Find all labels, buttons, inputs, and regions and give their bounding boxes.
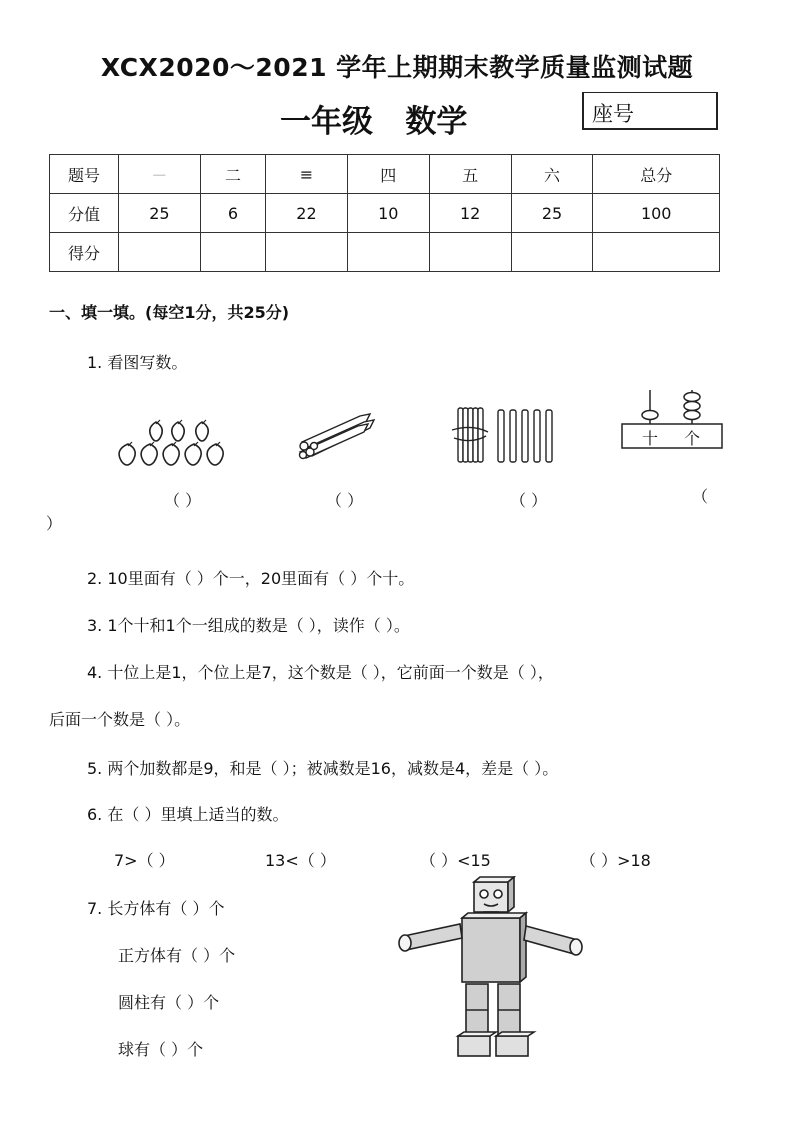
grade-subject: 一年级 数学 bbox=[280, 104, 468, 140]
table-cell: 22 bbox=[266, 194, 348, 233]
table-cell: 六 bbox=[511, 155, 593, 194]
table-cell: 总分 bbox=[593, 155, 720, 194]
score-input-cell[interactable] bbox=[347, 233, 429, 272]
abacus-frame-icon bbox=[620, 388, 724, 450]
table-row bbox=[50, 233, 720, 272]
table-row bbox=[50, 194, 720, 233]
ones-label: 个 bbox=[684, 429, 701, 448]
question-2: 2. 10里面有（ ）个一，20里面有（ ）个十。 bbox=[87, 569, 415, 588]
robot-shapes-illustration bbox=[392, 876, 586, 1062]
seat-label: 座号 bbox=[592, 102, 634, 126]
question-4: 4. 十位上是1，个位上是7，这个数是（ ），它前面一个数是（ ）， bbox=[87, 663, 554, 682]
pencils-illustration bbox=[296, 412, 378, 460]
abacus-illustration bbox=[620, 388, 724, 450]
table-cell: 得分 bbox=[50, 233, 119, 272]
compare-item: （ ）>18 bbox=[580, 851, 651, 870]
question-3: 3. 1个十和1个一组成的数是（ ），读作（ ）。 bbox=[87, 616, 410, 635]
compare-item: 13<（ ） bbox=[265, 851, 336, 870]
table-cell: 25 bbox=[119, 194, 201, 233]
table-cell: 分值 bbox=[50, 194, 119, 233]
answer-blank[interactable]: （ ） bbox=[326, 491, 364, 510]
score-input-cell[interactable] bbox=[429, 233, 511, 272]
compare-item: （ ）<15 bbox=[420, 851, 491, 870]
table-cell: 6 bbox=[200, 194, 265, 233]
compare-item: 7>（ ） bbox=[114, 851, 175, 870]
score-input-cell[interactable] bbox=[593, 233, 720, 272]
question-1-text: 1. 看图写数。 bbox=[87, 353, 188, 372]
table-cell: 25 bbox=[511, 194, 593, 233]
tens-label: 十 bbox=[642, 429, 659, 448]
score-input-cell[interactable] bbox=[511, 233, 593, 272]
question-7-cuboid: 7. 长方体有（ ）个 bbox=[87, 899, 225, 918]
score-input-cell[interactable] bbox=[119, 233, 201, 272]
sticks-illustration bbox=[448, 404, 556, 466]
table-cell: ≡ bbox=[266, 155, 348, 194]
question-6: 6. 在（ ）里填上适当的数。 bbox=[87, 805, 289, 824]
table-cell: 题号 bbox=[50, 155, 119, 194]
answer-blank-open[interactable]: （ bbox=[692, 487, 709, 506]
table-cell: 五 bbox=[429, 155, 511, 194]
section-heading: 一、填一填。(每空1分，共25分) bbox=[49, 303, 290, 322]
answer-blank[interactable]: （ ） bbox=[510, 491, 548, 510]
table-cell: － bbox=[119, 155, 201, 194]
question-4-continued: 后面一个数是（ ）。 bbox=[49, 710, 191, 729]
peaches-illustration bbox=[112, 412, 230, 470]
table-cell: 100 bbox=[593, 194, 720, 233]
table-cell: 二 bbox=[200, 155, 265, 194]
table-cell: 12 bbox=[429, 194, 511, 233]
question-7-cylinder: 圆柱有（ ）个 bbox=[118, 993, 220, 1012]
exam-title: XCX2020～2021 学年上期期末教学质量监测试题 bbox=[100, 53, 694, 82]
score-table bbox=[49, 154, 720, 272]
table-cell: 10 bbox=[347, 194, 429, 233]
question-7-sphere: 球有（ ）个 bbox=[118, 1040, 204, 1059]
score-input-cell[interactable] bbox=[200, 233, 265, 272]
table-row bbox=[50, 155, 720, 194]
answer-blank-close: ） bbox=[46, 514, 63, 533]
seat-number-box[interactable] bbox=[582, 92, 718, 130]
answer-blank[interactable]: （ ） bbox=[164, 491, 202, 510]
question-5: 5. 两个加数都是9，和是（ ）；被减数是16，减数是4，差是（ ）。 bbox=[87, 759, 559, 778]
question-7-cube: 正方体有（ ）个 bbox=[118, 946, 236, 965]
table-cell: 四 bbox=[347, 155, 429, 194]
score-input-cell[interactable] bbox=[266, 233, 348, 272]
